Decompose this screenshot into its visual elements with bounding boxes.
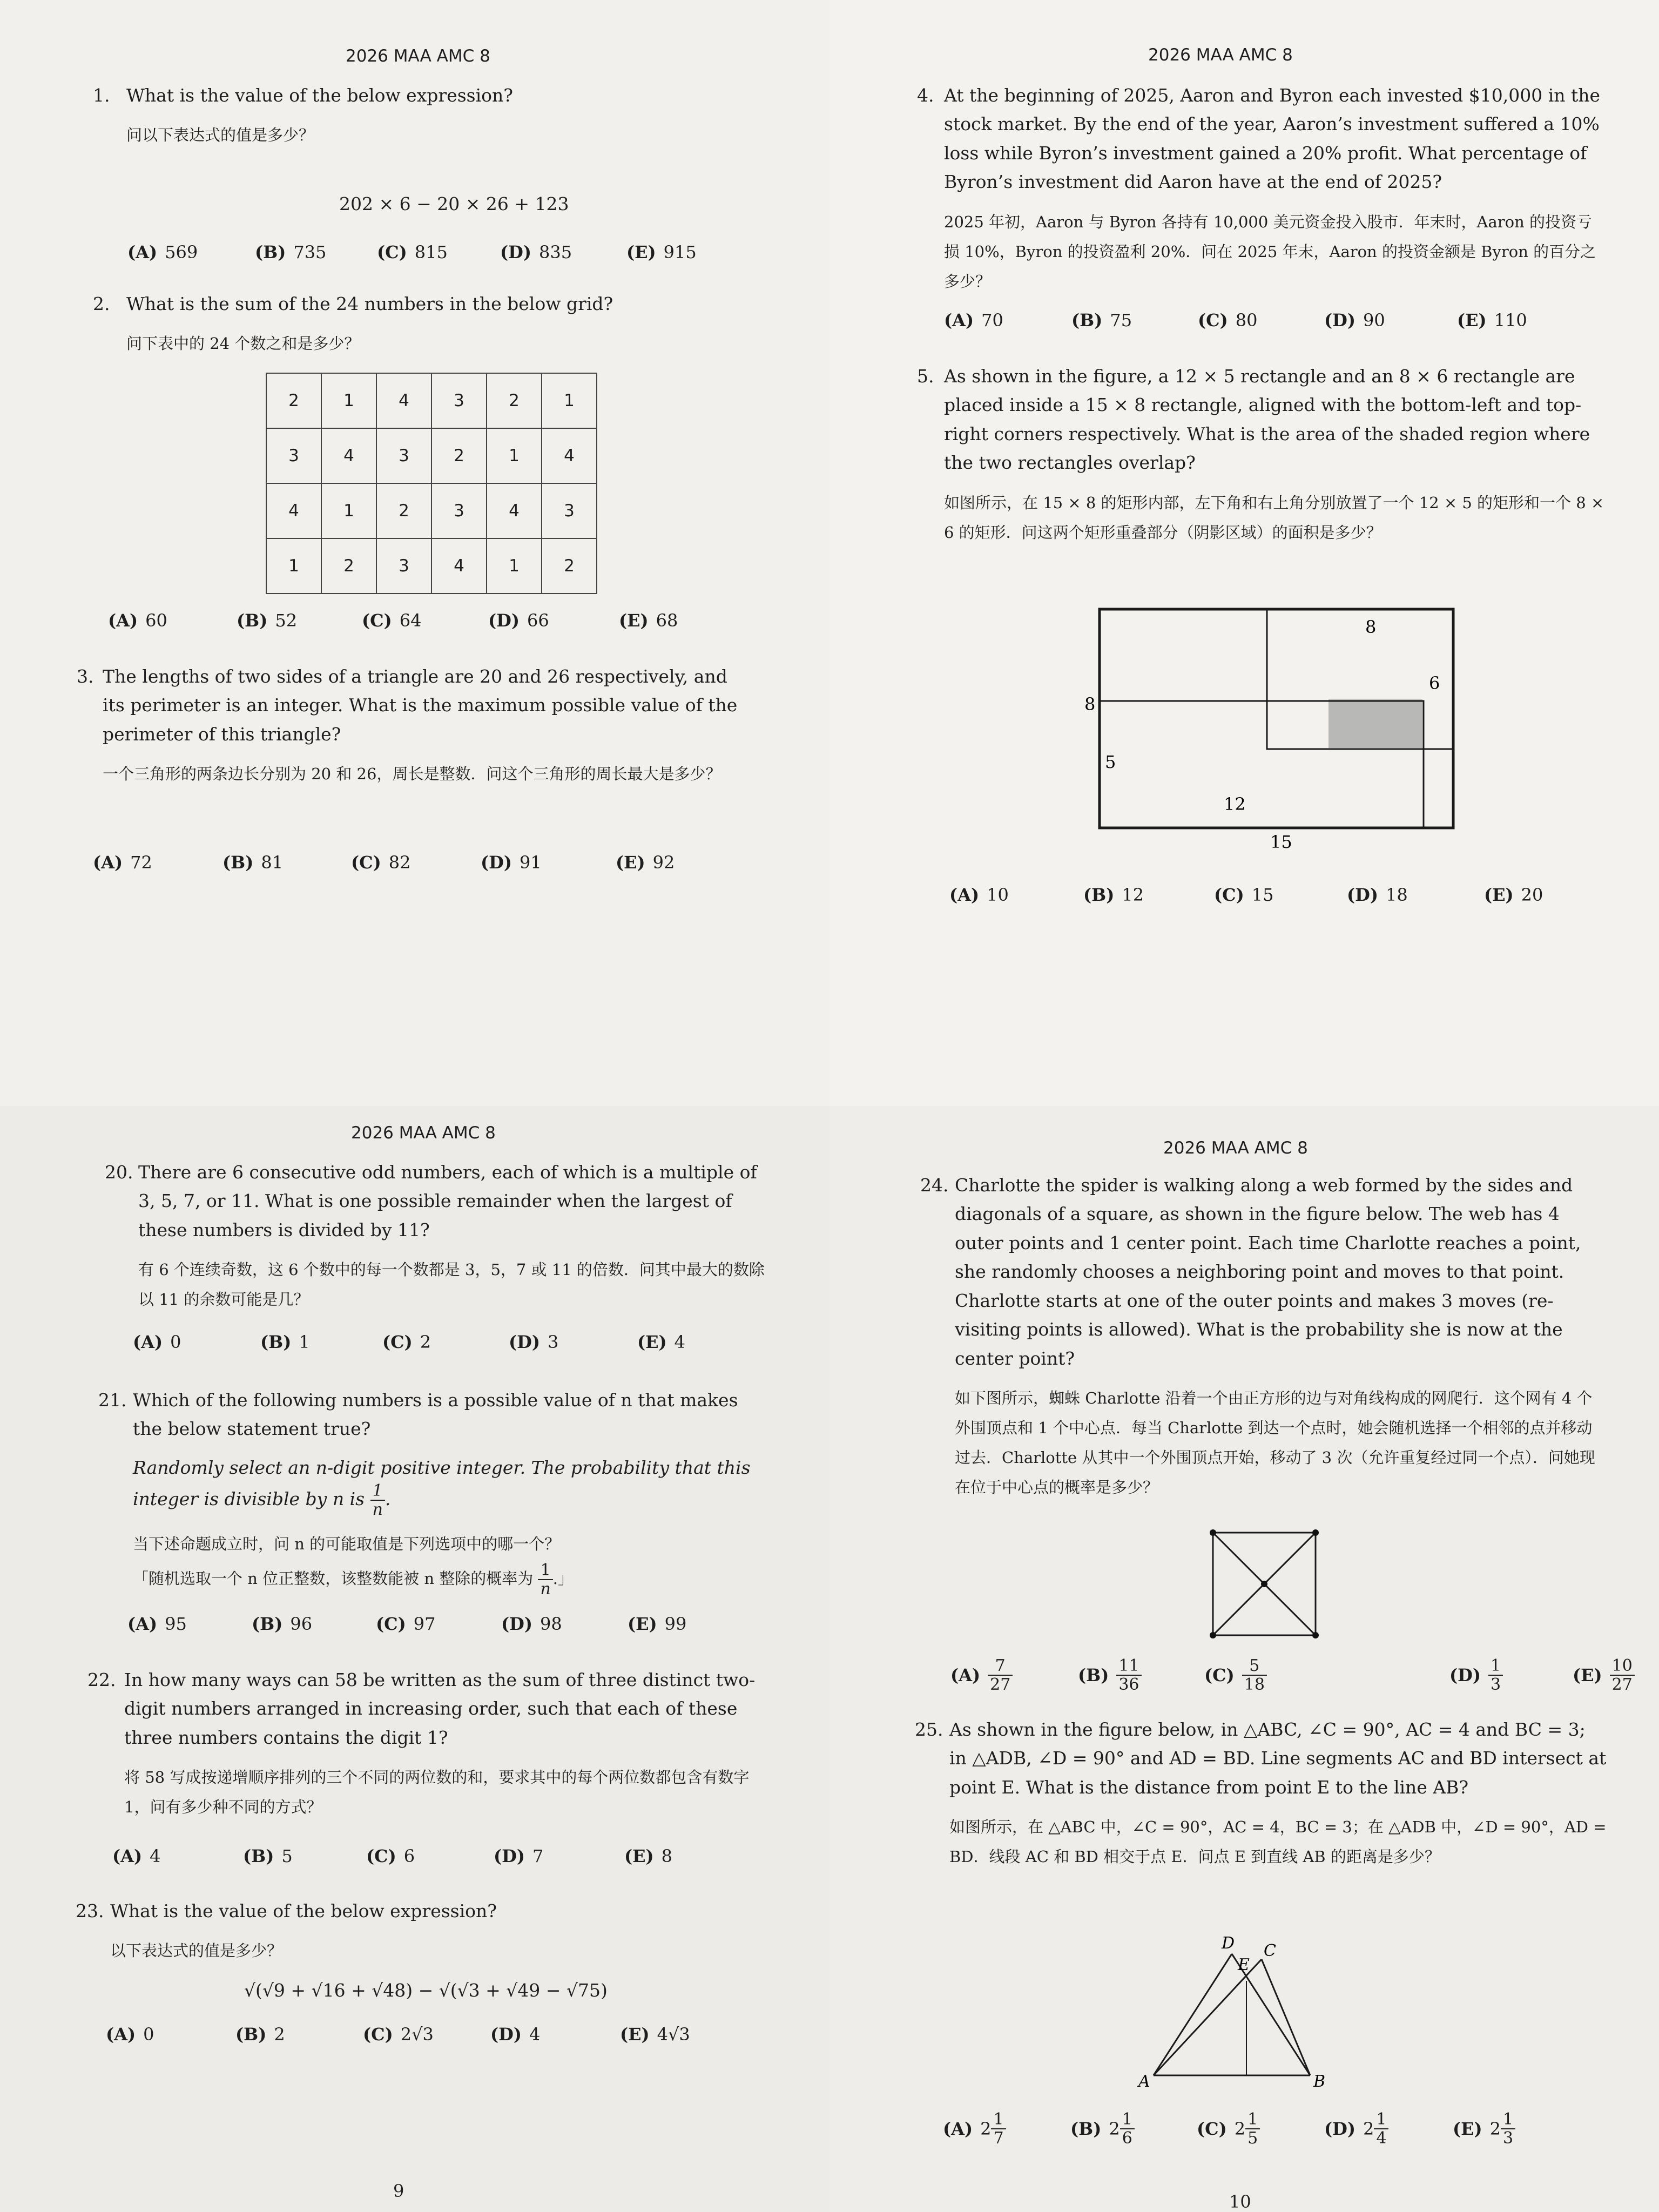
grid-cell: 3: [376, 538, 431, 594]
segment-ac: [1154, 1959, 1262, 2075]
question-text-en: There are 6 consecutive odd numbers, each of which is a multiple of 3, 5, 7, or 11. What is one possible remainder when the largest of these numbers is divided by 11?: [138, 1162, 757, 1240]
question-number: 20.: [105, 1162, 133, 1183]
choice-d[interactable]: (D) 835: [500, 242, 572, 262]
question-25: [915, 1715, 1608, 1872]
grid-cell: 1: [542, 373, 597, 428]
choice-a[interactable]: (A) 60: [108, 610, 167, 631]
question-1: [93, 81, 747, 151]
choice-a[interactable]: (A) 4: [112, 1846, 161, 1866]
grid-cell: 1: [321, 373, 376, 428]
label-inner-left: 5: [1105, 752, 1116, 772]
choice-e[interactable]: (E) 2 $\frac{1}{3}$: [1453, 2110, 1515, 2147]
grid-cell: 2: [431, 428, 487, 483]
number-grid: [266, 373, 597, 594]
segment-ad: [1154, 1954, 1232, 2075]
question-text-zh: 如图所示，在 15 × 8 的矩形内部，左下角和右上角分别放置了一个 12 × 5 的矩形和一个 8 × 6 的矩形．问这两个矩形重叠部分（阴影区域）的面积是多少？: [944, 493, 1604, 542]
choice-b[interactable]: (B) $\frac{11}{36}$: [1078, 1657, 1142, 1694]
question-number: 23.: [76, 1900, 104, 1921]
choice-d[interactable]: (D) $\frac{1}{3}$: [1449, 1657, 1503, 1694]
choice-b[interactable]: (B) 12: [1083, 885, 1144, 905]
label-bottom: 15: [1270, 832, 1292, 852]
grid-cell: 1: [487, 428, 542, 483]
page-header: 2026 MAA AMC 8: [1148, 45, 1293, 65]
choice-a[interactable]: (A) 2 $\frac{1}{7}$: [943, 2110, 1006, 2147]
fraction: $\frac{1}{n}$: [370, 1482, 385, 1519]
choice-e[interactable]: (E) 92: [616, 852, 675, 873]
choice-c[interactable]: (C) 2: [382, 1332, 431, 1352]
web-point: [1312, 1529, 1319, 1536]
choice-c[interactable]: (C) 2 $\frac{1}{5}$: [1197, 2110, 1260, 2147]
choice-e[interactable]: (E) 110: [1457, 310, 1527, 331]
question-text-en: What is the value of the below expression?: [110, 1900, 497, 1921]
spider-web-figure: [1202, 1522, 1326, 1646]
choice-e[interactable]: (E) 20: [1484, 885, 1543, 905]
question-3: [77, 662, 751, 789]
choice-e[interactable]: (E) 8: [624, 1846, 673, 1866]
choice-a[interactable]: (A) 70: [944, 310, 1003, 331]
grid-cell: 2: [321, 538, 376, 594]
web-point: [1312, 1632, 1319, 1638]
choice-c[interactable]: (C) 2√3: [363, 2024, 434, 2045]
choice-c[interactable]: (C) 15: [1214, 885, 1274, 905]
grid-row: [266, 538, 597, 594]
grid-cell: 4: [321, 428, 376, 483]
question-20: [105, 1158, 770, 1315]
grid-cell: 4: [376, 373, 431, 428]
choice-d[interactable]: (D) 3: [509, 1332, 559, 1352]
page-bottom-right: [830, 1106, 1659, 2212]
choice-b[interactable]: (B) 52: [237, 610, 298, 631]
question-text-en: As shown in the figure, a 12 × 5 rectangle and an 8 × 6 rectangle are placed inside a 15 × 8 rectangle, aligned with the bottom-left and top-right corners respectively. What is the area of the shaded region where the two rectangles overlap?: [944, 366, 1590, 474]
question-text-zh: 2025 年初，Aaron 与 Byron 各持有 10,000 美元资金投入股市．年末时，Aaron 的投资亏损 10%，Byron 的投资盈利 20%．问在 2025 年末，Aaron 的投资金额是 Byron 的百分之多少？: [944, 212, 1596, 291]
grid-cell: 2: [487, 373, 542, 428]
question-text-en: In how many ways can 58 be written as the sum of three distinct two-digit numbers arranged in increasing order, such that each of these three numbers contains the digit 1?: [124, 1669, 756, 1748]
choice-b[interactable]: (B) 81: [222, 852, 284, 873]
page-bottom-left: [0, 1106, 830, 2212]
grid-row: [266, 373, 597, 428]
choice-d[interactable]: (D) 2 $\frac{1}{4}$: [1324, 2110, 1388, 2147]
web-point: [1210, 1632, 1216, 1638]
expression: 202 × 6 − 20 × 26 + 123: [339, 193, 569, 214]
statement-zh: 「随机选取一个 n 位正整数，该整数能被 n 整除的概率为 $\frac{1}{n}$ .」: [133, 1561, 574, 1599]
web-center-point: [1261, 1581, 1267, 1587]
question-21: [98, 1386, 765, 1599]
question-number: 5.: [917, 366, 934, 387]
choice-a[interactable]: (A) $\frac{7}{27}$: [950, 1657, 1013, 1694]
expression: √(√9 + √16 + √48) − √(√3 + √49 − √75): [244, 1980, 608, 2001]
choice-b[interactable]: (B) 1: [260, 1332, 310, 1352]
choice-c[interactable]: (C) 80: [1198, 310, 1258, 331]
question-number: 1.: [93, 85, 110, 106]
label-top: 8: [1365, 617, 1377, 637]
question-number: 25.: [915, 1719, 943, 1740]
question-text-zh: 问下表中的 24 个数之和是多少？: [126, 334, 360, 353]
shaded-overlap: [1328, 699, 1422, 748]
page-number: 9: [393, 2181, 404, 2201]
question-text-en: As shown in the figure below, in △ABC, ∠C = 90°, AC = 4 and BC = 3; in △ADB, ∠D = 90° and AD = BD. Line segments AC and BD intersect at point E. What is the distance from point E to the line AB?: [949, 1719, 1607, 1798]
choice-d[interactable]: (D) 7: [494, 1846, 544, 1866]
label-b: B: [1313, 2072, 1326, 2091]
grid-cell: 3: [431, 373, 487, 428]
grid-cell: 4: [542, 428, 597, 483]
choice-a[interactable]: (A) 95: [127, 1614, 187, 1634]
grid-cell: 3: [376, 428, 431, 483]
choice-d[interactable]: (D) 4: [490, 2024, 541, 2045]
choice-c[interactable]: (C) 64: [362, 610, 422, 631]
label-left: 8: [1084, 694, 1096, 714]
question-text-en: Charlotte the spider is walking along a web formed by the sides and diagonals of a square, as shown in the figure below. The web has 4 outer points and 1 center point. Each time Charlotte reaches a point, she randomly chooses a neighboring point and moves to that point. Charlotte starts at one of the outer points and makes 3 moves (re-visiting points is allowed). What is the probability she is now at the center point?: [955, 1175, 1581, 1369]
question-24: [920, 1171, 1603, 1503]
label-a: A: [1138, 2072, 1150, 2091]
choice-e[interactable]: (E) 4√3: [620, 2024, 690, 2045]
question-text-en: What is the value of the below expression?: [126, 85, 513, 106]
grid-cell: 2: [376, 483, 431, 538]
question-number: 22.: [87, 1669, 116, 1690]
label-c: C: [1264, 1941, 1276, 1960]
rectangles-figure: [1067, 594, 1456, 859]
question-4: [917, 81, 1603, 296]
choice-a[interactable]: (A) 72: [93, 852, 152, 873]
label-e: E: [1238, 1955, 1250, 1974]
choice-d[interactable]: (D) 98: [501, 1614, 562, 1634]
choice-e[interactable]: (E) 99: [628, 1614, 687, 1634]
grid-cell: 4: [431, 538, 487, 594]
choice-b[interactable]: (B) 75: [1071, 310, 1132, 331]
question-5: [917, 362, 1608, 548]
grid-cell: 3: [431, 483, 487, 538]
grid-cell: 2: [266, 373, 321, 428]
choice-e[interactable]: (E) $\frac{10}{27}$: [1573, 1657, 1635, 1694]
page-header: 2026 MAA AMC 8: [351, 1123, 496, 1143]
grid-cell: 1: [266, 538, 321, 594]
grid-cell: 2: [542, 538, 597, 594]
choice-a[interactable]: (A) 0: [133, 1332, 181, 1352]
choice-a[interactable]: (A) 0: [106, 2024, 154, 2045]
web-point: [1210, 1529, 1216, 1536]
choice-c[interactable]: (C) $\frac{5}{18}$: [1204, 1657, 1267, 1694]
choice-d[interactable]: (D) 90: [1324, 310, 1385, 331]
choice-b[interactable]: (B) 2 $\frac{1}{6}$: [1070, 2110, 1135, 2147]
grid-cell: 4: [487, 483, 542, 538]
question-23: [76, 1897, 747, 1966]
page-header: 2026 MAA AMC 8: [346, 46, 490, 66]
label-right: 6: [1429, 673, 1440, 693]
question-text-zh: 一个三角形的两条边长分别为 20 和 26，周长是整数．问这个三角形的周长最大是多少？: [103, 765, 721, 784]
choice-a[interactable]: (A) 10: [949, 885, 1009, 905]
triangle-figure: [1132, 1932, 1337, 2094]
page-top-right: [830, 0, 1659, 1106]
fraction: $\frac{1}{n}$: [538, 1561, 552, 1598]
page-header: 2026 MAA AMC 8: [1163, 1138, 1308, 1158]
question-number: 21.: [98, 1390, 127, 1411]
choice-d[interactable]: (D) 66: [488, 610, 549, 631]
question-text-zh: 问以下表达式的值是多少？: [126, 126, 315, 145]
segment-cb: [1262, 1959, 1310, 2075]
question-text-en: At the beginning of 2025, Aaron and Byron each invested $10,000 in the stock market. By the end of the year, Aaron’s investment suffered a 10% loss while Byron’s investment gained a 20% profit. What percentage of Byron’s investment did Aaron have at the end of 2025?: [944, 85, 1601, 193]
choice-d[interactable]: (D) 91: [481, 852, 542, 873]
choice-e[interactable]: (E) 68: [619, 610, 678, 631]
grid-cell: 3: [266, 428, 321, 483]
choice-c[interactable]: (C) 97: [376, 1614, 436, 1634]
question-2: [93, 289, 747, 359]
question-text-zh: 如图所示，在 △ABC 中，∠C = 90°，AC = 4，BC = 3；在 △ADB 中，∠D = 90°，AD = BD．线段 AC 和 BD 相交于点 E．问点 E 到直线 AB 的距离是多少？: [949, 1818, 1607, 1866]
question-text-zh: 如下图所示，蜘蛛 Charlotte 沿着一个由正方形的边与对角线构成的网爬行．这个网有 4 个外围顶点和 1 个中心点．每当 Charlotte 到达一个点时，她会随机选择一个相邻的点并移动过去．Charlotte 从其中一个外围顶点开始，移动了 3 次（允许重复经过同一个点）．问她现在位于中心点的概率是多少？: [955, 1389, 1595, 1497]
statement: Randomly select an n-digit positive integer. The probability that this integer is divisible by n is $\frac{1}{n}$ .: [133, 1456, 751, 1520]
grid-cell: 1: [487, 538, 542, 594]
grid-cell: 4: [266, 483, 321, 538]
question-number: 3.: [77, 666, 94, 687]
choice-b[interactable]: (B) 5: [243, 1846, 293, 1866]
question-text-zh: 以下表达式的值是多少？: [110, 1941, 283, 1960]
label-d: D: [1222, 1934, 1235, 1953]
grid-row: [266, 428, 597, 483]
choice-b[interactable]: (B) 2: [235, 2024, 285, 2045]
question-text-en: The lengths of two sides of a triangle are 20 and 26 respectively, and its perimeter is an integer. What is the maximum possible value of the perimeter of this triangle?: [103, 666, 738, 745]
question-text-en: What is the sum of the 24 numbers in the below grid?: [126, 293, 613, 314]
question-text-zh: 当下述命题成立时，问 n 的可能取值是下列选项中的哪一个？: [133, 1535, 561, 1554]
question-number: 24.: [920, 1175, 949, 1196]
choice-c[interactable]: (C) 82: [351, 852, 411, 873]
page-number: 10: [1229, 2191, 1251, 2212]
question-text-zh: 将 58 写成按递增顺序排列的三个不同的两位数的和，要求其中的每个两位数都包含有数字 1，问有多少种不同的方式？: [124, 1768, 750, 1817]
question-22: [87, 1665, 761, 1823]
choice-c[interactable]: (C) 6: [366, 1846, 415, 1866]
choice-c[interactable]: (C) 815: [377, 242, 448, 262]
question-number: 4.: [917, 85, 934, 106]
grid-cell: 3: [542, 483, 597, 538]
label-inner-bottom: 12: [1224, 794, 1246, 814]
question-number: 2.: [93, 293, 110, 314]
grid-row: [266, 483, 597, 538]
choice-e[interactable]: (E) 4: [637, 1332, 686, 1352]
question-text-zh: 有 6 个连续奇数，这 6 个数中的每一个数都是 3，5，7 或 11 的倍数．问其中最大的数除以 11 的余数可能是几？: [138, 1260, 765, 1309]
choice-e[interactable]: (E) 915: [626, 242, 697, 262]
question-text-en: Which of the following numbers is a possible value of n that makes the below statement true?: [133, 1390, 738, 1440]
choice-b[interactable]: (B) 735: [255, 242, 327, 262]
grid-cell: 1: [321, 483, 376, 538]
choice-a[interactable]: (A) 569: [127, 242, 198, 262]
choice-b[interactable]: (B) 96: [252, 1614, 313, 1634]
choice-d[interactable]: (D) 18: [1347, 885, 1408, 905]
page-top-left: [0, 0, 830, 1106]
